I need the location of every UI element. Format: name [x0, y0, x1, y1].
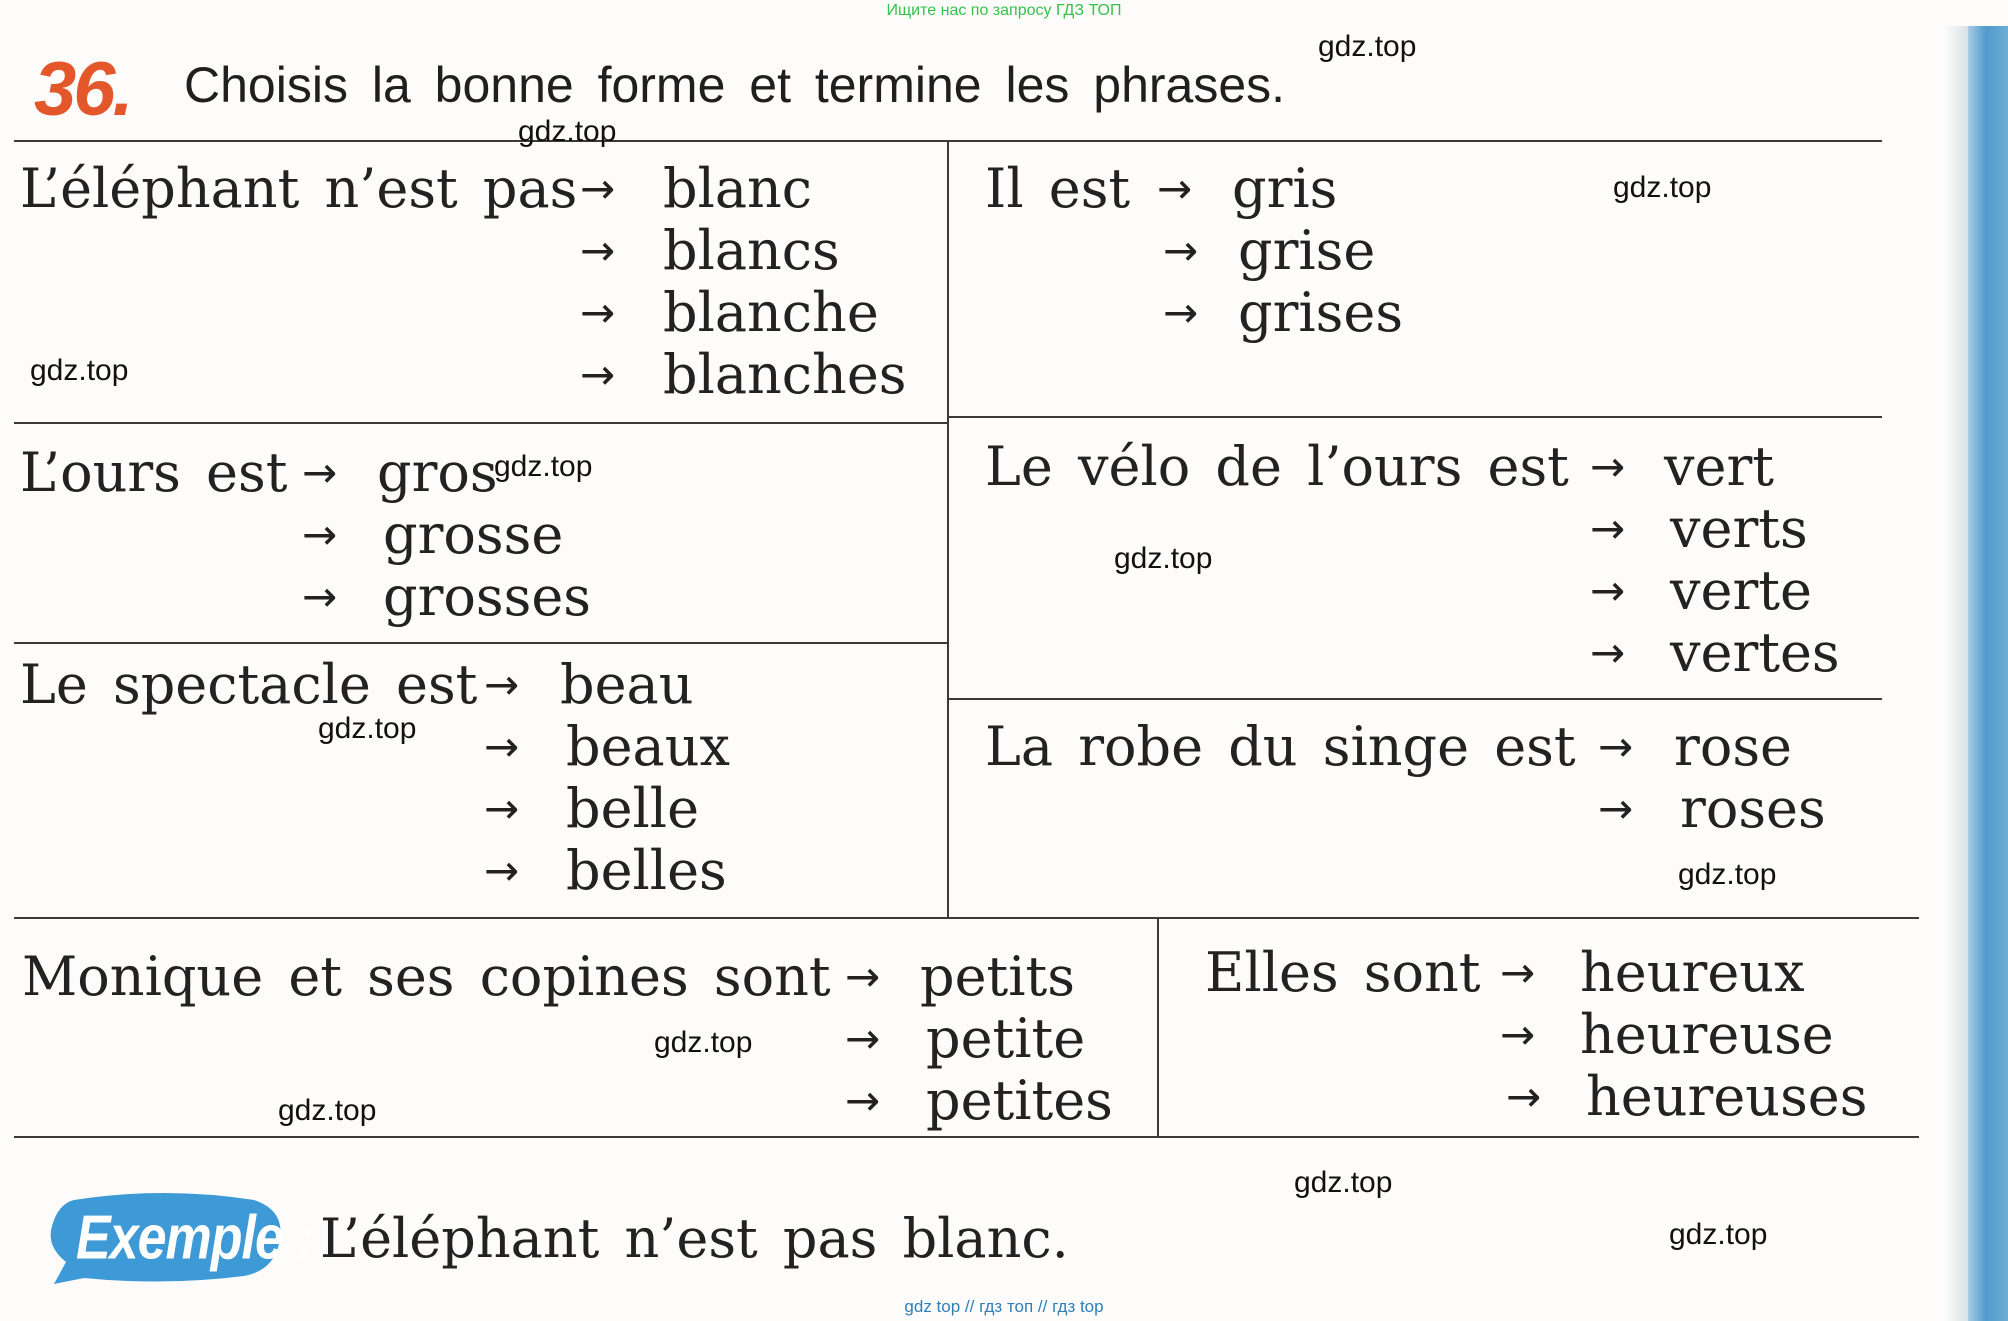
option-blanc: blanc — [663, 157, 813, 220]
row-divider-1-right — [947, 416, 1882, 418]
watermark: gdz.top — [1114, 542, 1213, 575]
cell-stem: L’éléphant n’est pas — [20, 157, 578, 220]
watermark: gdz.top — [1294, 1166, 1393, 1199]
option-verte: verte — [1670, 559, 1812, 622]
option-heureux: heureux — [1580, 941, 1805, 1004]
option-grises: grises — [1238, 281, 1404, 344]
top-banner[interactable]: Ищите нас по запросу ГДЗ ТОП — [886, 2, 1122, 19]
arrow-icon: → — [1590, 628, 1626, 677]
option-blancs: blancs — [663, 219, 840, 282]
page-edge-strip — [1968, 26, 2008, 1321]
arrow-icon: → — [484, 846, 520, 895]
page-edge-shadow — [1944, 26, 1968, 1321]
arrow-icon: → — [1506, 1072, 1542, 1121]
watermark: gdz.top — [318, 712, 417, 745]
option-rose: rose — [1674, 715, 1792, 778]
watermark: gdz.top — [494, 450, 593, 483]
option-blanches: blanches — [663, 343, 907, 406]
row-divider-1-left — [14, 422, 949, 424]
arrow-icon: → — [1500, 948, 1536, 997]
exercise-number: 36. — [34, 47, 131, 132]
option-beaux: beaux — [566, 715, 730, 778]
column-divider-lower — [1157, 917, 1159, 1137]
cell-stem: La robe du singe est — [985, 715, 1576, 778]
arrow-icon: → — [845, 952, 881, 1001]
option-belles: belles — [566, 839, 727, 902]
cell-stem: Le vélo de l’ours est — [985, 435, 1569, 498]
arrow-icon: → — [580, 350, 616, 399]
option-verts: verts — [1670, 497, 1808, 560]
column-divider-upper — [947, 140, 949, 918]
arrow-icon: → — [484, 784, 520, 833]
option-vert: vert — [1664, 435, 1774, 498]
cell-stem: Monique et ses copines sont — [22, 945, 831, 1008]
arrow-icon: → — [1598, 722, 1634, 771]
arrow-icon: → — [484, 660, 520, 709]
arrow-icon: → — [302, 510, 338, 559]
option-petites: petites — [926, 1069, 1113, 1132]
option-petits: petits — [920, 945, 1075, 1008]
option-roses: roses — [1680, 777, 1826, 840]
row-divider-3 — [14, 917, 1919, 919]
option-blanche: blanche — [663, 281, 879, 344]
arrow-icon: → — [1163, 226, 1199, 275]
option-belle: belle — [566, 777, 700, 840]
row-divider-2-right — [947, 698, 1882, 700]
cell-stem: Il est — [985, 157, 1131, 220]
arrow-icon: → — [1598, 784, 1634, 833]
option-heureuses: heureuses — [1586, 1065, 1868, 1128]
arrow-icon: → — [1157, 164, 1193, 213]
exemple-badge-label: Exemple : — [76, 1203, 313, 1273]
option-grosse: grosse — [383, 503, 564, 566]
option-vertes: vertes — [1670, 621, 1840, 684]
arrow-icon: → — [1590, 442, 1626, 491]
watermark: gdz.top — [1669, 1218, 1768, 1251]
arrow-icon: → — [845, 1076, 881, 1125]
arrow-icon: → — [1590, 504, 1626, 553]
watermark: gdz.top — [278, 1094, 377, 1127]
arrow-icon: → — [484, 722, 520, 771]
arrow-icon: → — [302, 448, 338, 497]
arrow-icon: → — [1163, 288, 1199, 337]
option-beau: beau — [560, 653, 694, 716]
watermark: gdz.top — [654, 1026, 753, 1059]
arrow-icon: → — [845, 1014, 881, 1063]
watermark: gdz.top — [30, 354, 129, 387]
watermark: gdz.top — [1318, 30, 1417, 63]
cell-stem: Elles sont — [1205, 941, 1481, 1004]
watermark: gdz.top — [518, 115, 617, 148]
option-gros: gros — [377, 441, 498, 504]
arrow-icon: → — [302, 572, 338, 621]
footer-links[interactable]: gdz top // гдз топ // гдз top — [904, 1297, 1104, 1316]
arrow-icon: → — [580, 288, 616, 337]
example-sentence: L’éléphant n’est pas blanc. — [320, 1207, 1069, 1270]
watermark: gdz.top — [1678, 858, 1777, 891]
option-gris: gris — [1232, 157, 1338, 220]
exercise-instruction: Choisis la bonne forme et termine les phrases. — [184, 57, 1286, 113]
cell-stem: Le spectacle est — [20, 653, 478, 716]
arrow-icon: → — [580, 164, 616, 213]
cell-stem: L’ours est — [20, 441, 288, 504]
option-grosses: grosses — [383, 565, 591, 628]
table-bottom-rule — [14, 1136, 1919, 1138]
option-heureuse: heureuse — [1580, 1003, 1834, 1066]
watermark: gdz.top — [1613, 171, 1712, 204]
row-divider-2-left — [14, 642, 949, 644]
arrow-icon: → — [580, 226, 616, 275]
arrow-icon: → — [1590, 566, 1626, 615]
option-petite: petite — [926, 1007, 1086, 1070]
option-grise: grise — [1238, 219, 1376, 282]
arrow-icon: → — [1500, 1010, 1536, 1059]
